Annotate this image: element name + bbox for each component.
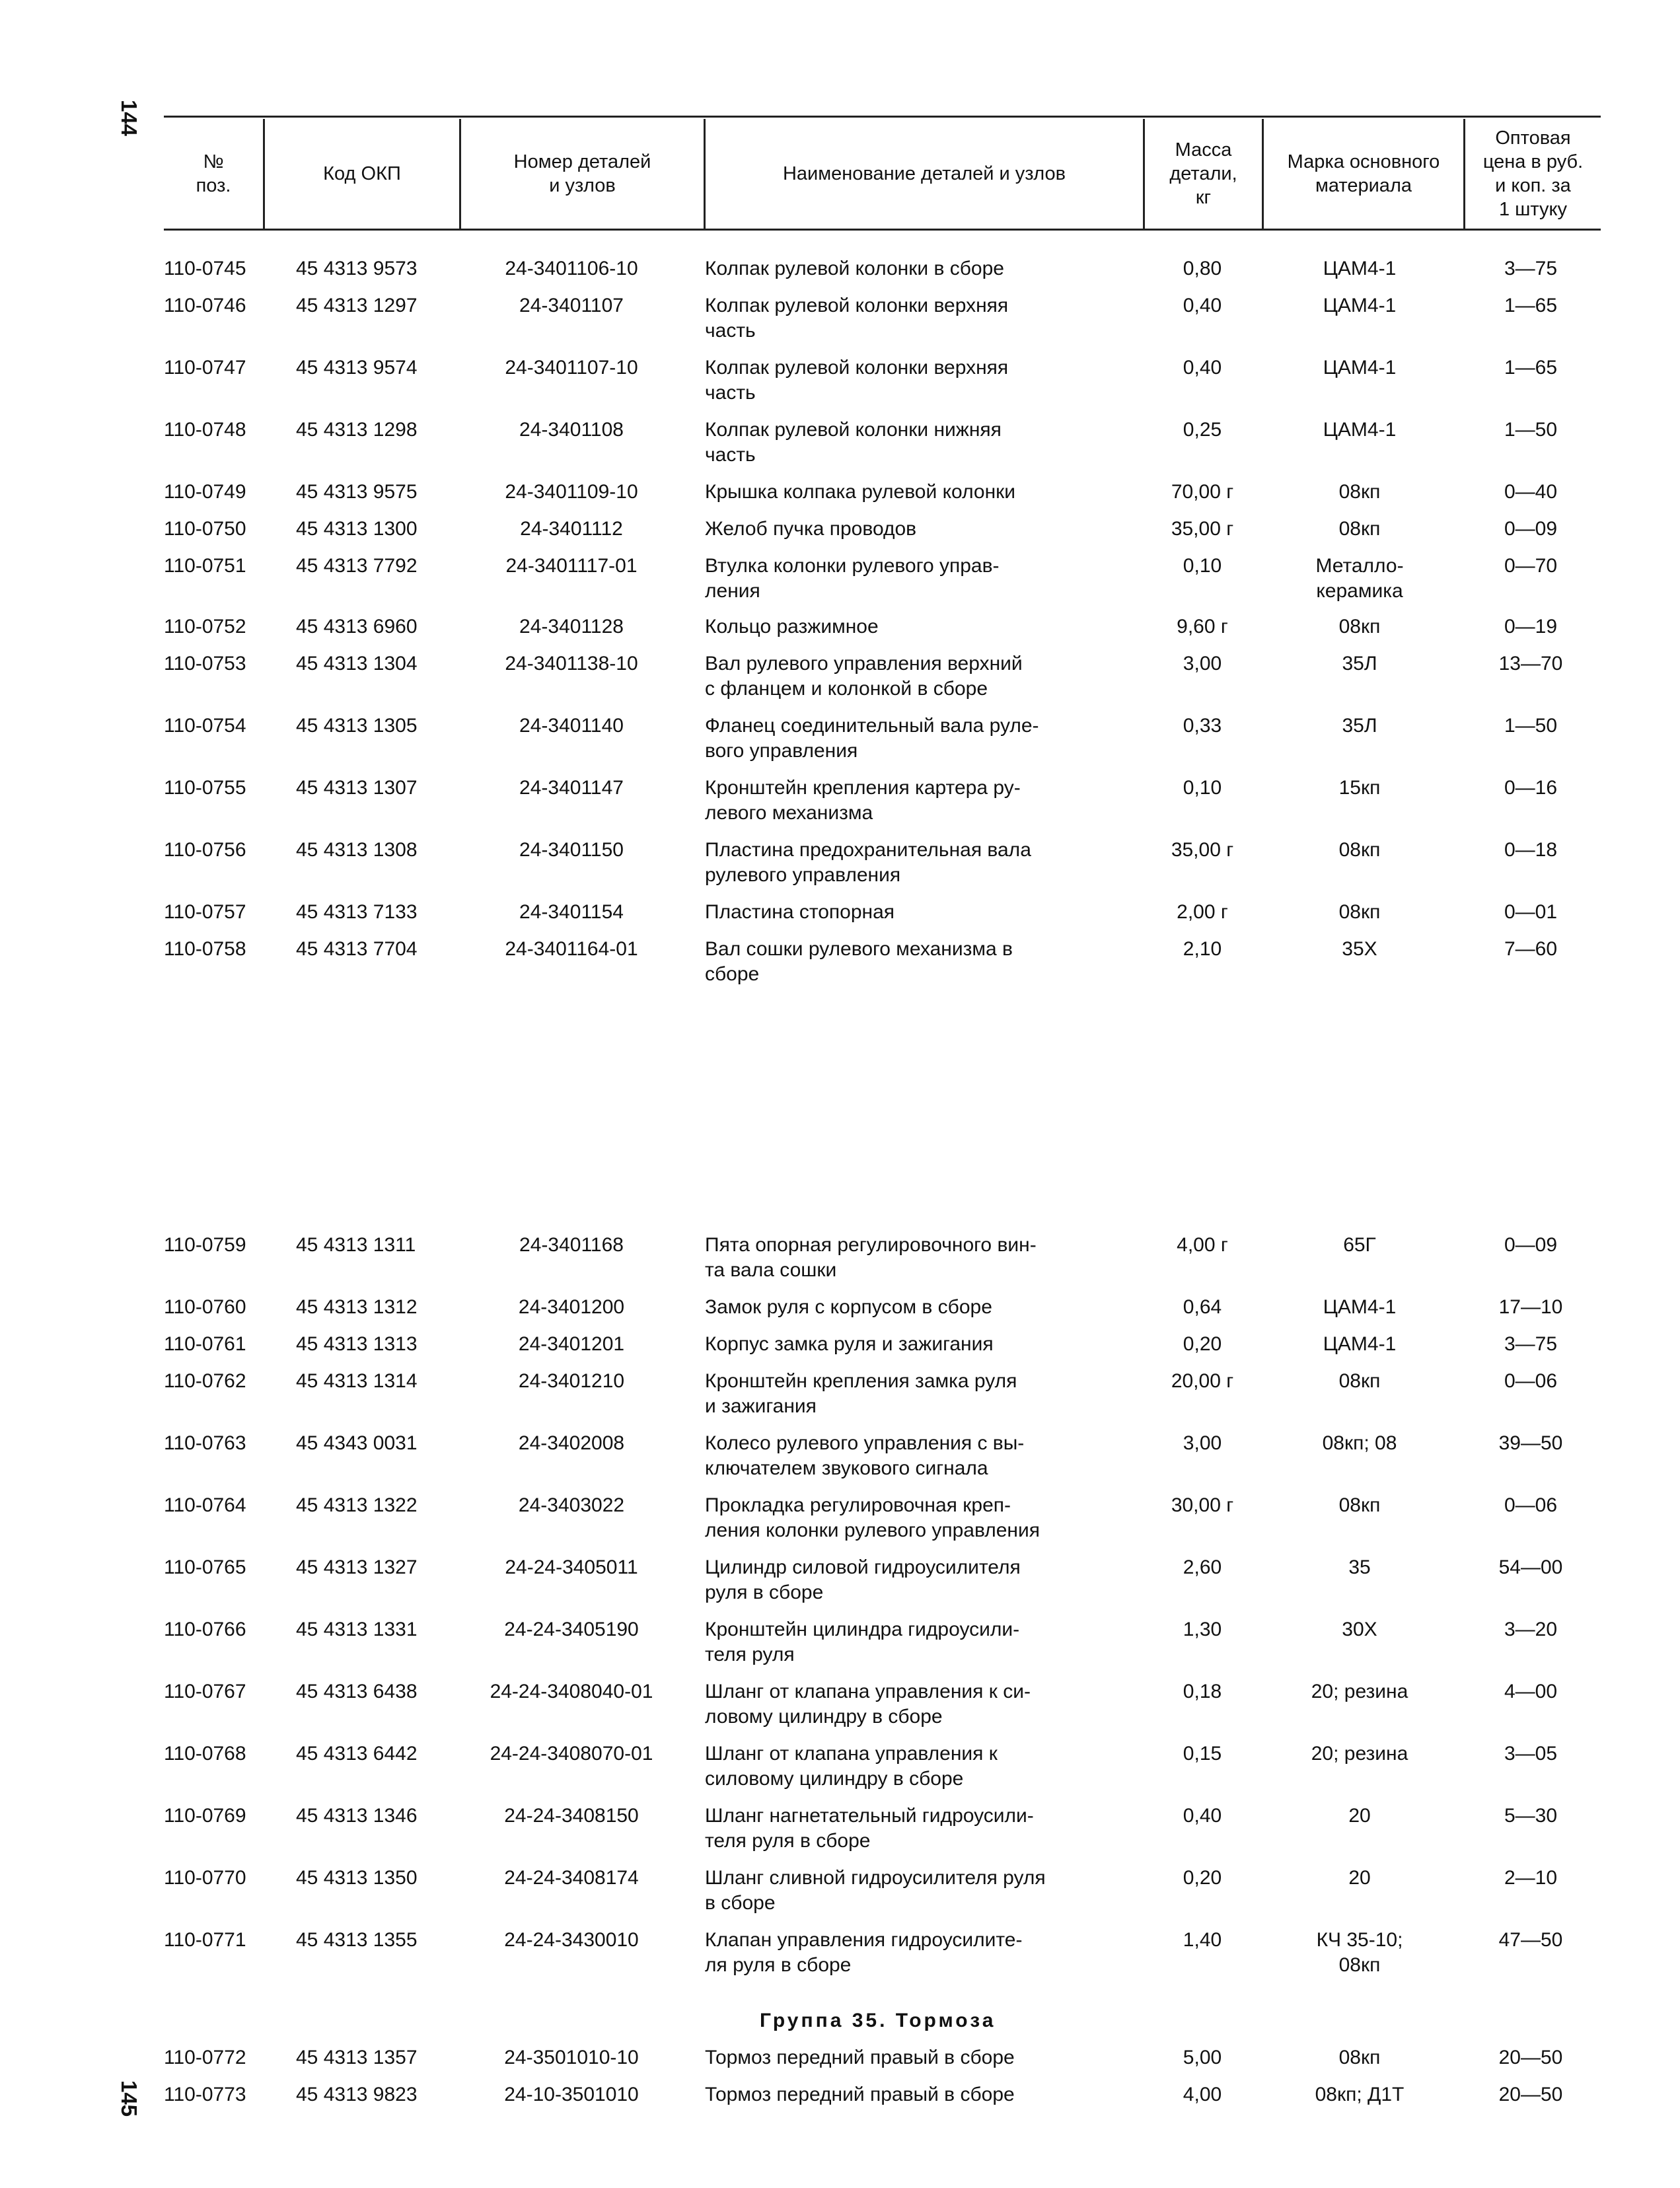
cell-position: 110-0748: [164, 419, 246, 441]
cell-part-number: 24-24-3430010: [504, 1929, 639, 1951]
cell-position: 110-0756: [164, 839, 246, 861]
page-number-top: 144: [117, 99, 142, 137]
cell-material: 08кп: [1338, 901, 1381, 923]
cell-mass: 0,15: [1183, 1743, 1222, 1765]
cell-mass: 3,00: [1183, 653, 1222, 675]
cell-price: 4—00: [1504, 1681, 1558, 1702]
cell-mass: 0,40: [1183, 357, 1222, 379]
cell-mass: 0,80: [1183, 258, 1222, 279]
cell-mass: 35,00 г: [1171, 518, 1234, 540]
cell-price: 0—09: [1504, 1234, 1558, 1256]
cell-okp-code: 45 4313 9823: [296, 2084, 418, 2105]
cell-material: 15кп: [1338, 777, 1381, 799]
cell-price: 1—65: [1504, 295, 1558, 316]
cell-part-name: Прокладка регулировочная креп- ления колонки рулевого управления: [705, 1494, 1040, 1541]
cell-part-number: 24-24-3405190: [504, 1619, 639, 1640]
cell-part-number: 24-3402008: [518, 1432, 625, 1454]
cell-mass: 0,18: [1183, 1681, 1222, 1702]
header-pos: № поз.: [196, 151, 231, 196]
cell-okp-code: 45 4313 1304: [296, 653, 418, 675]
cell-part-name: Корпус замка руля и зажигания: [705, 1333, 994, 1355]
cell-okp-code: 45 4313 6438: [296, 1681, 418, 1702]
header-okp: Код ОКП: [323, 163, 401, 184]
cell-material: 30Х: [1342, 1619, 1377, 1640]
cell-price: 5—30: [1504, 1805, 1558, 1827]
cell-part-number: 24-3401201: [518, 1333, 625, 1355]
cell-part-number: 24-3401164-01: [505, 938, 638, 960]
cell-material: 20; резина: [1311, 1681, 1408, 1702]
cell-material: 08кп: [1338, 839, 1381, 861]
cell-okp-code: 45 4313 6442: [296, 1743, 418, 1765]
cell-part-name: Фланец соединительный вала руле- вого управления: [705, 715, 1039, 762]
cell-material: 35Х: [1342, 938, 1377, 960]
cell-position: 110-0752: [164, 616, 246, 638]
cell-mass: 0,33: [1183, 715, 1222, 737]
cell-material: 20; резина: [1311, 1743, 1408, 1765]
cell-price: 3—75: [1504, 258, 1558, 279]
cell-material: 20: [1348, 1867, 1371, 1889]
cell-part-number: 24-3401109-10: [505, 481, 638, 503]
cell-material: 35: [1348, 1556, 1371, 1578]
header-number: Номер деталей и узлов: [513, 151, 651, 196]
cell-position: 110-0762: [164, 1370, 246, 1392]
cell-part-name: Колпак рулевой колонки в сборе: [705, 258, 1004, 279]
cell-part-number: 24-3401150: [519, 839, 624, 861]
cell-position: 110-0772: [164, 2047, 246, 2068]
cell-part-number: 24-3401147: [519, 777, 624, 799]
cell-part-name: Клапан управления гидроусилите- ля руля в сборе: [705, 1929, 1023, 1976]
cell-part-name: Колпак рулевой колонки нижняя часть: [705, 419, 1002, 466]
cell-part-name: Шланг от клапана управления к си- ловому цилиндру в сборе: [705, 1681, 1031, 1728]
cell-mass: 3,00: [1183, 1432, 1222, 1454]
cell-price: 2—10: [1504, 1867, 1558, 1889]
cell-position: 110-0768: [164, 1743, 246, 1765]
cell-part-number: 24-3401138-10: [505, 653, 638, 675]
header-name: Наименование деталей и узлов: [782, 163, 1066, 184]
cell-okp-code: 45 4313 1350: [296, 1867, 418, 1889]
cell-material: 08кп: [1338, 481, 1381, 503]
cell-mass: 2,10: [1183, 938, 1222, 960]
cell-mass: 0,40: [1183, 295, 1222, 316]
cell-part-number: 24-3403022: [518, 1494, 625, 1516]
header-bottom-rule: [164, 229, 1601, 231]
cell-price: 20—50: [1498, 2084, 1563, 2105]
cell-position: 110-0770: [164, 1867, 246, 1889]
cell-material: 65Г: [1343, 1234, 1376, 1256]
cell-okp-code: 45 4313 9574: [296, 357, 418, 379]
cell-price: 7—60: [1504, 938, 1558, 960]
cell-part-number: 24-24-3408150: [504, 1805, 639, 1827]
cell-part-number: 24-3401154: [519, 901, 624, 923]
cell-material: 08кп: [1338, 616, 1381, 638]
cell-part-name: Колпак рулевой колонки верхняя часть: [705, 357, 1009, 404]
cell-price: 0—40: [1504, 481, 1558, 503]
cell-okp-code: 45 4313 1298: [296, 419, 418, 441]
cell-okp-code: 45 4313 1308: [296, 839, 418, 861]
cell-mass: 0,10: [1183, 555, 1222, 577]
cell-part-number: 24-3401210: [518, 1370, 625, 1392]
cell-mass: 20,00 г: [1171, 1370, 1234, 1392]
cell-price: 0—09: [1504, 518, 1558, 540]
cell-okp-code: 45 4313 1314: [296, 1370, 418, 1392]
cell-price: 39—50: [1498, 1432, 1563, 1454]
cell-position: 110-0749: [164, 481, 246, 503]
cell-part-name: Кронштейн крепления картера ру- левого механизма: [705, 777, 1021, 824]
cell-okp-code: 45 4313 1311: [296, 1234, 416, 1256]
cell-position: 110-0769: [164, 1805, 246, 1827]
cell-part-number: 24-3401106-10: [505, 258, 638, 279]
cell-okp-code: 45 4313 9575: [296, 481, 418, 503]
cell-material: Металло- керамика: [1315, 555, 1404, 602]
cell-material: ЦАМ4-1: [1323, 258, 1397, 279]
cell-part-name: Колесо рулевого управления с вы- ключателем звукового сигнала: [705, 1432, 1025, 1479]
cell-mass: 0,40: [1183, 1805, 1222, 1827]
cell-part-number: 24-3401168: [519, 1234, 624, 1256]
cell-mass: 0,64: [1183, 1296, 1222, 1318]
cell-okp-code: 45 4313 1307: [296, 777, 418, 799]
cell-mass: 0,25: [1183, 419, 1222, 441]
cell-position: 110-0765: [164, 1556, 246, 1578]
cell-material: 08кп: [1338, 2047, 1381, 2068]
cell-okp-code: 45 4313 1300: [296, 518, 418, 540]
cell-part-number: 24-24-3408070-01: [490, 1743, 653, 1765]
cell-material: 08кп; Д1Т: [1315, 2084, 1405, 2105]
cell-part-number: 24-3401107-10: [505, 357, 638, 379]
cell-okp-code: 45 4313 1322: [296, 1494, 418, 1516]
cell-price: 54—00: [1498, 1556, 1563, 1578]
cell-material: ЦАМ4-1: [1323, 419, 1397, 441]
cell-mass: 0,10: [1183, 777, 1222, 799]
cell-mass: 5,00: [1183, 2047, 1222, 2068]
cell-okp-code: 45 4313 1331: [296, 1619, 418, 1640]
cell-part-number: 24-3401128: [519, 616, 624, 638]
cell-mass: 35,00 г: [1171, 839, 1234, 861]
cell-okp-code: 45 4313 6960: [296, 616, 418, 638]
cell-mass: 9,60 г: [1177, 616, 1228, 638]
cell-position: 110-0751: [164, 555, 246, 577]
cell-price: 47—50: [1498, 1929, 1563, 1951]
cell-part-name: Замок руля с корпусом в сборе: [705, 1296, 992, 1318]
cell-position: 110-0773: [164, 2084, 246, 2105]
cell-okp-code: 45 4313 7792: [296, 555, 418, 577]
cell-price: 0—19: [1504, 616, 1558, 638]
cell-position: 110-0766: [164, 1619, 246, 1640]
cell-position: 110-0771: [164, 1929, 246, 1951]
cell-price: 20—50: [1498, 2047, 1563, 2068]
cell-okp-code: 45 4313 1357: [296, 2047, 418, 2068]
cell-material: КЧ 35-10; 08кп: [1316, 1929, 1403, 1976]
cell-price: 0—70: [1504, 555, 1558, 577]
cell-material: 08кп; 08: [1322, 1432, 1397, 1454]
cell-okp-code: 45 4313 1312: [296, 1296, 418, 1318]
cell-material: 08кп: [1338, 518, 1381, 540]
cell-material: 35Л: [1342, 653, 1377, 675]
cell-part-name: Кольцо разжимное: [705, 616, 879, 638]
cell-part-name: Вал рулевого управления верхний с фланцем и колонкой в сборе: [705, 653, 1023, 700]
cell-part-number: 24-24-3408174: [504, 1867, 639, 1889]
cell-mass: 1,30: [1183, 1619, 1222, 1640]
cell-part-name: Крышка колпака рулевой колонки: [705, 481, 1016, 503]
cell-material: 08кп: [1338, 1494, 1381, 1516]
cell-material: ЦАМ4-1: [1323, 357, 1397, 379]
cell-position: 110-0745: [164, 258, 246, 279]
cell-part-number: 24-24-3408040-01: [490, 1681, 653, 1702]
cell-mass: 4,00: [1183, 2084, 1222, 2105]
cell-position: 110-0747: [164, 357, 246, 379]
cell-part-number: 24-3401117-01: [505, 555, 638, 577]
cell-part-number: 24-3401200: [518, 1296, 625, 1318]
cell-okp-code: 45 4313 1327: [296, 1556, 418, 1578]
cell-price: 0—16: [1504, 777, 1558, 799]
cell-position: 110-0767: [164, 1681, 246, 1702]
cell-part-number: 24-3501010-10: [504, 2047, 639, 2068]
cell-part-name: Колпак рулевой колонки верхняя часть: [705, 295, 1009, 342]
cell-mass: 70,00 г: [1171, 481, 1234, 503]
page-number-bottom: 145: [117, 2080, 142, 2117]
cell-okp-code: 45 4313 1346: [296, 1805, 418, 1827]
cell-mass: 0,20: [1183, 1333, 1222, 1355]
cell-okp-code: 45 4313 1355: [296, 1929, 418, 1951]
cell-material: 35Л: [1342, 715, 1377, 737]
cell-part-number: 24-3401140: [519, 715, 624, 737]
cell-part-number: 24-3401112: [520, 518, 623, 540]
cell-part-name: Желоб пучка проводов: [705, 518, 917, 540]
cell-position: 110-0755: [164, 777, 246, 799]
cell-price: 1—50: [1504, 419, 1558, 441]
cell-part-name: Шланг сливной гидроусилителя руля в сборе: [705, 1867, 1046, 1914]
cell-okp-code: 45 4313 1305: [296, 715, 418, 737]
cell-position: 110-0764: [164, 1494, 246, 1516]
cell-part-name: Пластина предохранительная вала рулевого управления: [705, 839, 1031, 886]
cell-price: 17—10: [1498, 1296, 1563, 1318]
cell-position: 110-0754: [164, 715, 246, 737]
cell-okp-code: 45 4313 9573: [296, 258, 418, 279]
cell-okp-code: 45 4313 1297: [296, 295, 418, 316]
cell-material: ЦАМ4-1: [1323, 1333, 1397, 1355]
cell-price: 3—05: [1504, 1743, 1558, 1765]
cell-mass: 1,40: [1183, 1929, 1222, 1951]
cell-okp-code: 45 4313 1313: [296, 1333, 418, 1355]
cell-price: 0—18: [1504, 839, 1558, 861]
cell-price: 3—20: [1504, 1619, 1558, 1640]
cell-price: 0—06: [1504, 1494, 1558, 1516]
cell-part-name: Шланг нагнетательный гидроусили- теля руля в сборе: [705, 1805, 1034, 1852]
cell-position: 110-0761: [164, 1333, 246, 1355]
cell-position: 110-0746: [164, 295, 246, 316]
header-material: Марка основного материала: [1287, 151, 1440, 196]
cell-price: 3—75: [1504, 1333, 1558, 1355]
cell-material: ЦАМ4-1: [1323, 295, 1397, 316]
cell-position: 110-0759: [164, 1234, 246, 1256]
cell-position: 110-0750: [164, 518, 246, 540]
cell-price: 13—70: [1498, 653, 1563, 675]
cell-part-name: Пластина стопорная: [705, 901, 895, 923]
cell-part-name: Пята опорная регулировочного вин- та вала сошки: [705, 1234, 1037, 1281]
cell-okp-code: 45 4313 7133: [296, 901, 418, 923]
cell-mass: 4,00 г: [1177, 1234, 1228, 1256]
cell-okp-code: 45 4313 7704: [296, 938, 418, 960]
cell-position: 110-0758: [164, 938, 246, 960]
cell-price: 1—65: [1504, 357, 1558, 379]
cell-part-number: 24-3401108: [519, 419, 624, 441]
cell-part-name: Тормоз передний правый в сборе: [705, 2084, 1015, 2105]
cell-position: 110-0760: [164, 1296, 246, 1318]
cell-part-number: 24-10-3501010: [504, 2084, 639, 2105]
cell-part-name: Тормоз передний правый в сборе: [705, 2047, 1015, 2068]
cell-position: 110-0763: [164, 1432, 246, 1454]
cell-part-name: Вал сошки рулевого механизма в сборе: [705, 938, 1013, 985]
cell-part-name: Втулка колонки рулевого управ- ления: [705, 555, 1000, 602]
cell-part-name: Цилиндр силовой гидроусилителя руля в сборе: [705, 1556, 1021, 1603]
cell-mass: 2,00 г: [1177, 901, 1228, 923]
header-price: Оптовая цена в руб. и коп. за 1 штуку: [1482, 128, 1584, 220]
cell-okp-code: 45 4343 0031: [296, 1432, 418, 1454]
cell-price: 1—50: [1504, 715, 1558, 737]
cell-part-name: Шланг от клапана управления к силовому цилиндру в сборе: [705, 1743, 998, 1790]
cell-material: 20: [1348, 1805, 1371, 1827]
cell-part-name: Кронштейн цилиндра гидроусили- теля руля: [705, 1619, 1020, 1665]
cell-part-number: 24-3401107: [519, 295, 624, 316]
cell-mass: 30,00 г: [1171, 1494, 1234, 1516]
cell-part-number: 24-24-3405011: [505, 1556, 638, 1578]
header-mass: Масса детали, кг: [1169, 139, 1237, 208]
cell-mass: 2,60: [1183, 1556, 1222, 1578]
header-top-rule: [164, 116, 1601, 118]
cell-part-name: Кронштейн крепления замка руля и зажигания: [705, 1370, 1017, 1417]
cell-position: 110-0757: [164, 901, 246, 923]
cell-price: 0—06: [1504, 1370, 1558, 1392]
cell-position: 110-0753: [164, 653, 246, 675]
cell-material: 08кп: [1338, 1370, 1381, 1392]
cell-price: 0—01: [1504, 901, 1558, 923]
cell-mass: 0,20: [1183, 1867, 1222, 1889]
cell-material: ЦАМ4-1: [1323, 1296, 1397, 1318]
